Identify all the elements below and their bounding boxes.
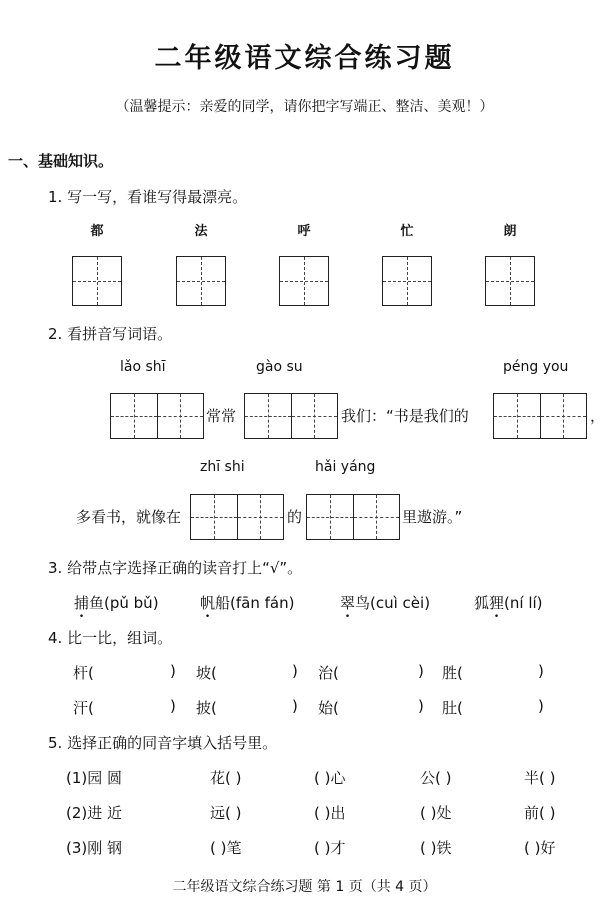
q1-label: 1. 写一写，看谁写得最漂亮。 [48,188,248,206]
writing-grid[interactable] [176,256,226,306]
compare-item: ) [292,662,298,680]
q4-label: 4. 比一比，组词。 [48,629,173,647]
sentence-text: 的 [287,508,303,526]
fill-blank: ( )出 [314,804,346,822]
sentence-text: 我们：“书是我们的 [341,407,469,425]
compare-item: ) [418,697,424,715]
compare-item: ) [538,662,544,680]
writing-grid[interactable] [72,256,122,306]
pinyin: lǎo shī [120,359,166,375]
homophone-pair: (3)刚 钢 [66,839,123,857]
page-title: 二年级语文综合练习题 [154,43,455,74]
q3-label: 3. 给带点字选择正确的读音打上“√”。 [48,559,303,577]
section-heading: 一、基础知识。 [8,152,114,170]
homophone-pair: (2)进 近 [66,804,123,822]
fill-blank: 半( ) [524,769,556,787]
q1-char: 法 [194,224,208,239]
pronunciation-item: 捕鱼(pǔ bǔ) [74,594,159,612]
compare-item: 治( [318,664,339,682]
tip-text: （温馨提示：亲爱的同学，请你把字写端正、整洁、美观！） [115,99,494,115]
compare-item: 汗( [73,699,94,717]
answer-box[interactable] [110,393,204,439]
pinyin: péng you [503,359,569,375]
compare-item: 披( [196,699,217,717]
writing-grid[interactable] [485,256,535,306]
sentence-text: 多看书，就像在 [76,508,182,526]
writing-grid[interactable] [279,256,329,306]
fill-blank: ( )处 [420,804,452,822]
sentence-text: 里遨游。” [402,508,463,526]
answer-box[interactable] [190,494,284,540]
q5-label: 5. 选择正确的同音字填入括号里。 [48,734,278,752]
fill-blank: 公( ) [420,769,452,787]
pronunciation-item: 狐狸(ní lí) [474,594,543,612]
answer-box[interactable] [306,494,400,540]
page-footer: 二年级语文综合练习题 第 1 页（共 4 页） [172,879,437,895]
fill-blank: 前( ) [524,804,556,822]
fill-blank: ( )铁 [420,839,452,857]
pinyin: gào su [256,359,303,375]
compare-item: 肚( [442,699,463,717]
pinyin: hǎi yáng [315,459,376,475]
compare-item: 坡( [196,664,217,682]
fill-blank: ( )心 [314,769,346,787]
pronunciation-item: 翠鸟(cuì cèi) [340,594,431,612]
pronunciation-item: 帆船(fān fán) [200,594,295,612]
pinyin: zhī shi [200,459,245,475]
q1-char: 都 [90,224,104,239]
homophone-pair: (1)园 圆 [66,769,123,787]
compare-item: ) [418,662,424,680]
fill-blank: ( )才 [314,839,346,857]
answer-box[interactable] [244,393,338,439]
compare-item: 杆( [73,664,94,682]
compare-item: 始( [318,699,339,717]
compare-item: ) [292,697,298,715]
compare-item: 胜( [442,664,463,682]
q1-char: 朗 [503,224,517,239]
fill-blank: ( )好 [524,839,556,857]
fill-blank: ( )笔 [210,839,242,857]
compare-item: ) [170,662,176,680]
compare-item: ) [538,697,544,715]
writing-grid[interactable] [382,256,432,306]
fill-blank: 远( ) [210,804,242,822]
sentence-text: 常常 [206,407,237,425]
sentence-text: ， [590,407,606,425]
fill-blank: 花( ) [210,769,242,787]
q2-label: 2. 看拼音写词语。 [48,325,173,343]
q1-char: 呼 [297,224,311,239]
compare-item: ) [170,697,176,715]
q1-char: 忙 [400,224,414,239]
answer-box[interactable] [493,393,587,439]
